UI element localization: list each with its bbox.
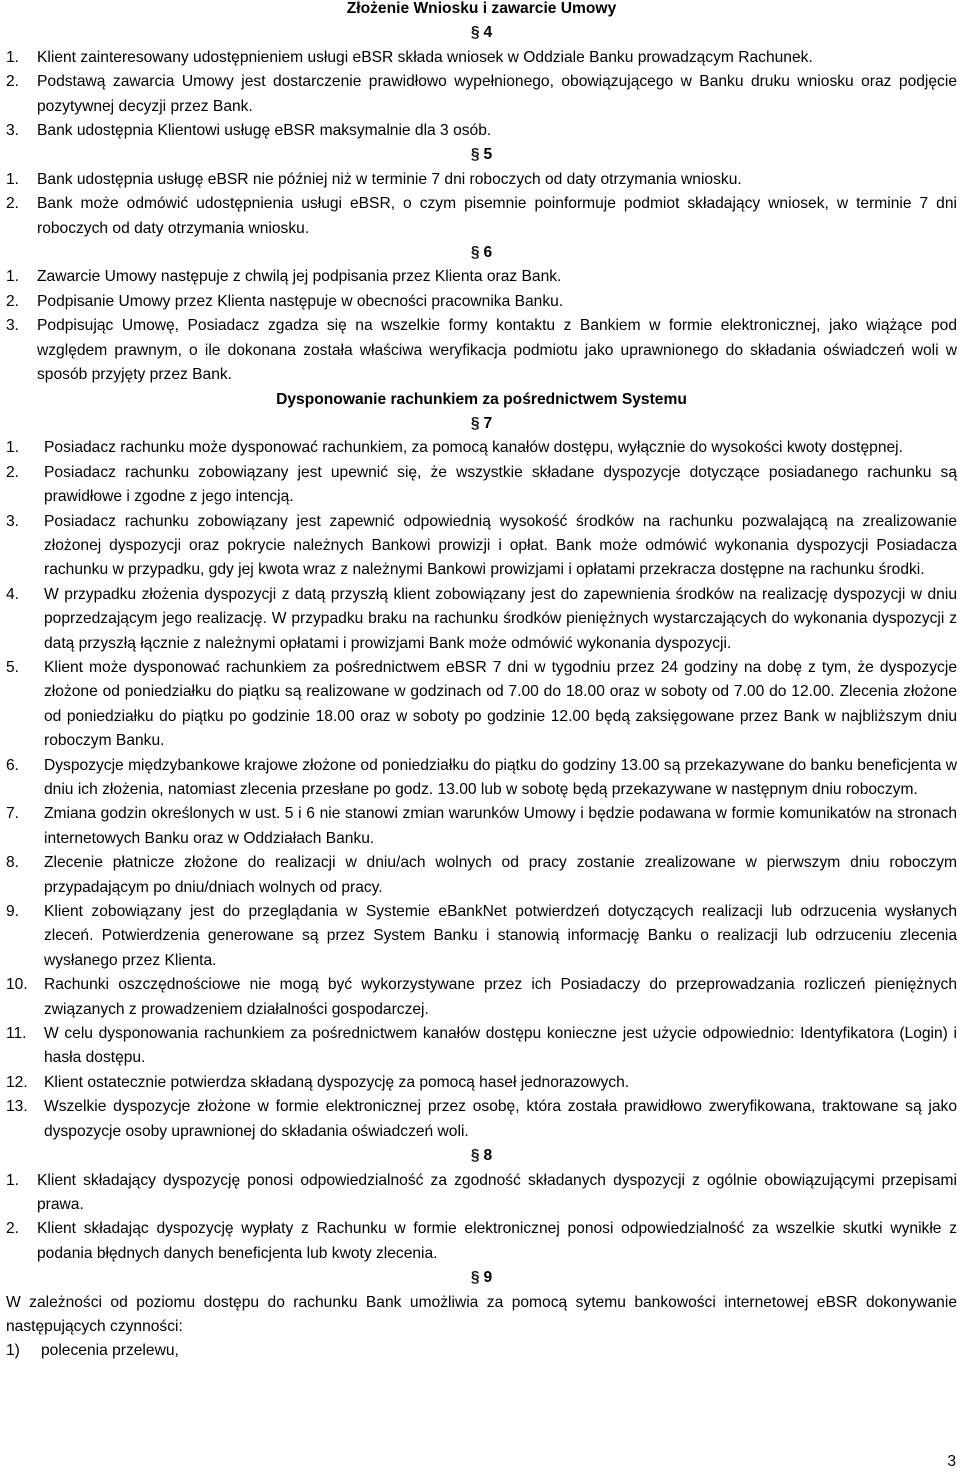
section-5-heading: § 5 xyxy=(470,146,493,164)
list-item: 11. W celu dysponowania rachunkiem za pośrednictwem kanałów dostępu konieczne jest użycie odpowiednio: Identyfikatora (Login) i hasła dostępu. xyxy=(6,1025,957,1067)
list-item: 1. Klient zainteresowany udostępnieniem usługi eBSR składa wniosek w Oddziale Banku prowadzącym Rachunek. xyxy=(6,48,813,66)
list-item: 10. Rachunki oszczędnościowe nie mogą być wykorzystywane przez ich Posiadaczy do przeprowadzania rozliczeń pieniężnych związanych z prowadzeniem działalności gospodarczej. xyxy=(6,976,957,1018)
paragraph-sign-icon: § xyxy=(470,146,480,164)
page-number: 3 xyxy=(947,1452,956,1470)
list-item: 5. Klient może dysponować rachunkiem za pośrednictwem eBSR 7 dni w tygodniu przez 24 godziny na dobę z tym, że dyspozycje złożone od poniedziałku do piątku są realizowane w godzinach od 7.00 do 18.00 oraz w soboty od 7.00 do 12.00. Zlecenia złożone od poniedziałku do piątku po godzinie 18.00 oraz w soboty po godzinie 12.00 będą zaksięgowane przez Bank w najbliższym dniu roboczym Banku. xyxy=(6,658,957,750)
list-item: 6. Dyspozycje międzybankowe krajowe złożone od poniedziałku do piątku do godziny 13.00 są przekazywane do banku beneficjenta w dniu ich złożenia, natomiast zlecenia przesłane po godz. 13.00 lub w sobotę będą przekazywane w następnym dniu roboczym. xyxy=(6,756,957,798)
paragraph-sign-icon: § xyxy=(470,1147,480,1165)
section-9-intro: W zależności od poziomu dostępu do rachunku Bank umożliwia za pomocą sytemu bankowości internetowej eBSR dokonywanie następujących czynności: xyxy=(6,1293,957,1335)
list-item: 4. W przypadku złożenia dyspozycji z datą przyszłą klient zobowiązany jest do zapewnienia środków na realizację dyspozycji w dniu poprzedzającym jego realizację. W przypadku braku na rachunku środków pieniężnych wystarczających do wykonania dyspozycji z datą przyszłą łącznie z należnymi opłatami i prowizjami Bank może odmówić wykonania dyspozycji. xyxy=(6,585,957,652)
document-body xyxy=(6,0,957,1364)
list-item: 3. Podpisując Umowę, Posiadacz zgadza się na wszelkie formy kontaktu z Bankiem w formie elektronicznej, jako wiążące pod względem prawnym, o ile dokonana została właściwa weryfikacja podmiotu jako uprawnionego do składania oświadczeń woli w sposób przyjęty przez Bank. xyxy=(6,317,957,384)
list-item: 7. Zmiana godzin określonych w ust. 5 i 6 nie stanowi zmian warunków Umowy i będzie podawana w formie komunikatów na stronach internetowych Banku oraz w Oddziałach Banku. xyxy=(6,805,957,847)
section-4-heading: § 4 xyxy=(470,24,493,42)
list-item: 1. Bank udostępnia usługę eBSR nie później niż w terminie 7 dni roboczych od daty otrzymania wniosku. xyxy=(6,170,742,188)
section-title-agreement: Złożenie Wniosku i zawarcie Umowy xyxy=(346,0,617,17)
paragraph-sign-icon: § xyxy=(470,244,480,262)
section-6-heading: § 6 xyxy=(470,244,493,262)
list-item: 12. Klient ostatecznie potwierdza składaną dyspozycję za pomocą haseł jednorazowych. xyxy=(6,1073,630,1091)
list-item: 9. Klient zobowiązany jest do przeglądania w Systemie eBankNet potwierdzeń dotyczących realizacji lub odrzucenia wysłanych zleceń. Potwierdzenia generowane są przez System Banku i stanowią informację Banku o realizacji lub odrzuceniu zlecenia wysłanego przez Klienta. xyxy=(6,903,957,969)
section-title-disposal: Dysponowanie rachunkiem za pośrednictwem Systemu xyxy=(276,390,687,408)
list-item: 1. Klient składający dyspozycję ponosi odpowiedzialność za zgodność składanych dyspozycji z ogólnie obowiązującymi przepisami prawa. xyxy=(6,1171,957,1213)
list-item: 1) polecenia przelewu, xyxy=(6,1342,179,1360)
list-item: 2. Klient składając dyspozycję wypłaty z Rachunku w formie elektronicznej ponosi odpowiedzialność za wszelkie skutki wynikłe z podania błędnych danych beneficjenta lub kwoty zlecenia. xyxy=(6,1220,957,1262)
list-item: 2. Bank może odmówić udostępnienia usługi eBSR, o czym pisemnie poinformuje podmiot składający wniosek, w terminie 7 dni roboczych od daty otrzymania wniosku. xyxy=(6,195,957,237)
list-item: 2. Posiadacz rachunku zobowiązany jest upewnić się, że wszystkie składane dyspozycje dotyczące posiadanego rachunku są prawidłowe i zgodne z jego intencją. xyxy=(6,463,957,506)
section-7-heading: § 7 xyxy=(470,414,493,432)
paragraph-sign-icon: § xyxy=(470,1269,480,1287)
list-item: 2. Podstawą zawarcia Umowy jest dostarczenie prawidłowo wypełnionego, obowiązującego w Banku druku wniosku oraz podjęcie pozytywnej decyzji przez Bank. xyxy=(6,73,957,115)
list-item: 3. Bank udostępnia Klientowi usługę eBSR maksymalnie dla 3 osób. xyxy=(6,122,492,140)
list-item: 13. Wszelkie dyspozycje złożone w formie elektronicznej przez osobę, która została prawidłowo zweryfikowana, traktowane są jako dyspozycje osoby uprawnionej do składania oświadczeń woli. xyxy=(6,1098,957,1140)
section-8-heading: § 8 xyxy=(470,1147,493,1165)
paragraph-sign-icon: § xyxy=(470,24,480,42)
list-item: 1. Zawarcie Umowy następuje z chwilą jej podpisania przez Klienta oraz Bank. xyxy=(6,268,562,286)
list-item: 2. Podpisanie Umowy przez Klienta następuje w obecności pracownika Banku. xyxy=(6,292,564,310)
list-item: 3. Posiadacz rachunku zobowiązany jest zapewnić odpowiednią wysokość środków na rachunku pozwalającą na zrealizowanie złożonej dyspozycji oraz pokrycie należnych Bankowi prowizji i opłat. Bank może odmówić wykonania dyspozycji Posiadacza rachunku w przypadku, gdy jej kwota wraz z należnymi Bankowi prowizjami i opłatami przekracza dostępne na rachunku środki. xyxy=(6,512,957,579)
list-item: 1. Posiadacz rachunku może dysponować rachunkiem, za pomocą kanałów dostępu, wyłącznie do wysokości kwoty dostępnej. xyxy=(6,439,903,457)
list-item: 8. Zlecenie płatnicze złożone do realizacji w dniu/ach wolnych od pracy zostanie zrealizowane w pierwszym dniu roboczym przypadającym po dniu/dniach wolnych od pracy. xyxy=(6,854,957,896)
paragraph-sign-icon: § xyxy=(470,414,480,432)
section-9-heading: § 9 xyxy=(470,1269,493,1287)
